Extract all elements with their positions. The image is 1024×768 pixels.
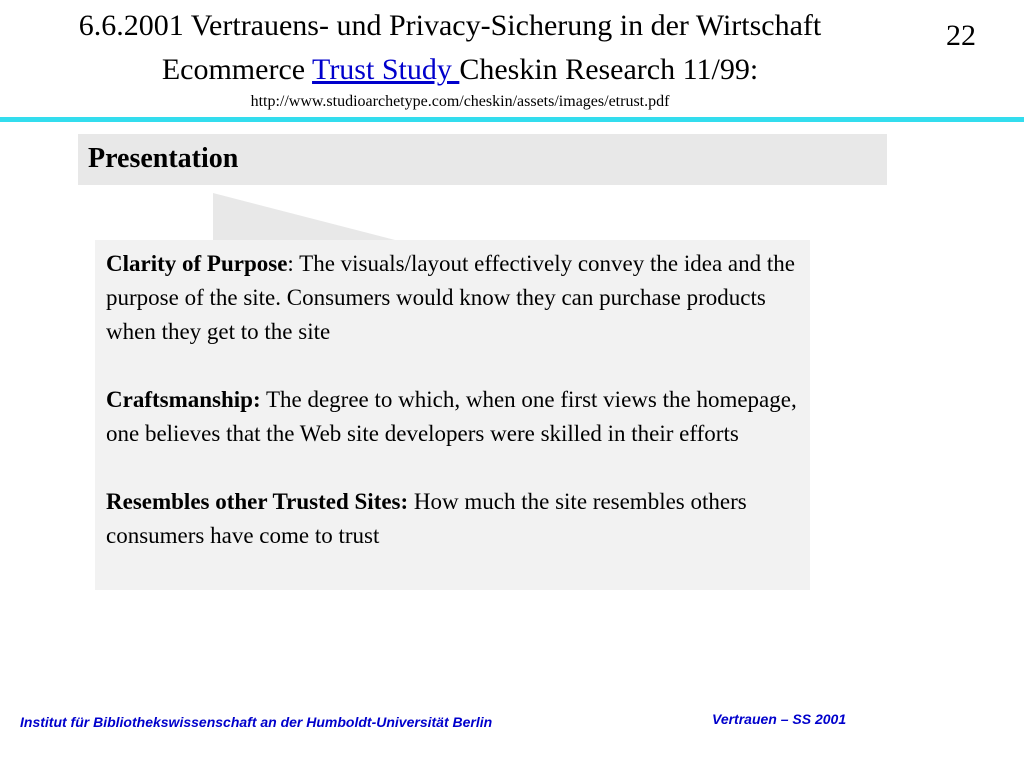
- criterion-text: The visuals/layout effectively convey the idea and the purpose of the site. Consumers would know they can purchase products when they get to the site: [106, 251, 795, 344]
- title-prefix: Ecommerce: [161, 53, 313, 86]
- content-box: [95, 240, 810, 590]
- criterion-term: Resembles other Trusted Sites:: [106, 489, 409, 514]
- slide-title-line2: [0, 52, 920, 88]
- criterion-text: How much the site resembles others consumers have come to trust: [106, 489, 747, 548]
- criterion-text: The degree to which, when one first views the homepage, one believes that the Web site developers were skilled in their efforts: [106, 387, 797, 446]
- criterion-resembles-trusted-sites: [106, 485, 798, 553]
- criterion-separator: :: [287, 251, 300, 276]
- footer-institution: Institut für Bibliothekswissenschaft an der Humboldt-Universität Berlin: [20, 714, 493, 730]
- slide-title-line1: 6.6.2001 Vertrauens- und Privacy-Sicherung in der Wirtschaft: [78, 9, 822, 42]
- title-suffix: Cheskin Research 11/99:: [459, 53, 759, 86]
- trust-study-link[interactable]: Trust Study: [312, 53, 460, 86]
- criterion-craftsmanship: [106, 383, 798, 451]
- header-divider: [0, 117, 1024, 122]
- source-url: http://www.studioarchetype.com/cheskin/assets/images/etrust.pdf: [250, 93, 670, 110]
- section-title: Presentation: [88, 143, 239, 174]
- slide-number: 22: [946, 19, 976, 52]
- section-header-box: [78, 134, 887, 185]
- callout-wedge: [213, 193, 395, 240]
- criterion-term: Clarity of Purpose: [106, 251, 288, 276]
- criterion-term: Craftsmanship:: [106, 387, 261, 412]
- footer-course: Vertrauen – SS 2001: [712, 711, 847, 727]
- slide-header: [0, 0, 1024, 118]
- criterion-clarity: [106, 247, 798, 349]
